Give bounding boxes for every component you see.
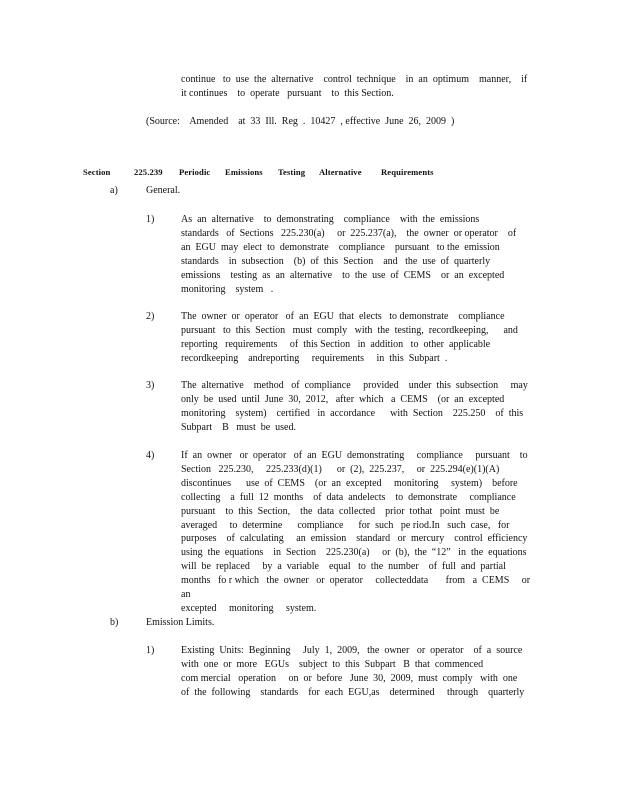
source-note: (Source: Amended at 33 Ill. Reg . 10427 , effective June 26, 2009 ) — [146, 116, 455, 127]
section-number: 225.239 — [134, 167, 163, 177]
item-number: 4) — [146, 450, 155, 461]
item-number: 3) — [146, 380, 155, 391]
continuation-paragraph: continue to use the alternative control technique in an optimum manner, if it continues to operate pursuant to this Section. — [181, 74, 528, 99]
section-title-word: Requirements — [381, 167, 434, 177]
section-title-word: Alternative — [319, 167, 362, 177]
item-number: 2) — [146, 311, 155, 322]
item-number: 1) — [146, 214, 155, 225]
section-title-word: Testing — [278, 167, 306, 177]
section-label: Section — [83, 167, 111, 177]
item-text: Existing Units: Beginning July 1, 2009, the owner or operator of a source with one or more EGUs subject to this Subpart B that commenced com mercial operation on or before June 30, 2009, must comply with one of the following standards for each EGU,as determined through quarterly — [181, 645, 525, 698]
section-heading — [74, 157, 434, 187]
subsection-b-title: Emission Limits. — [146, 617, 215, 628]
item-text: As an alternative to demonstrating compliance with the emissions standards of Sections 225.230(a) or 225.237(a), the owner or operator of an EGU may elect to demonstrate compliance pursuant to the emission standards in subsection (b) of this Section and the use of quarterly emissions testing as an alternative to the use of CEMS or an excepted monitoring system . — [181, 214, 517, 295]
section-title-word: Emissions — [225, 167, 263, 177]
item-text: The alternative method of compliance provided under this subsection may only be used until June 30, 2012, after which a CEMS (or an excepted monitoring system) certified in accordance with Section 225.250 of this Subpart B must be used. — [181, 380, 528, 433]
item-text: If an owner or operator of an EGU demonstrating compliance pursuant to Section 225.230, 225.233(d)(1) or (2), 225.237, or 225.294(e)(1)(A) discontinues use of CEMS (or an excepted monitoring system) before collecting a full 12 months of data andelects to demonstrate compliance pursuant to this Section, the data collected prior tothat point must be averaged to determine compliance for such pe riod.In such case, for purposes of calculating an emission standard or mercury control efficiency using the equations in Section 225.230(a) or (b), the “12” in the equations will be replaced by a variable equal to the number of full and partial months fo r which the owner or operator collecteddata from a CEMS or an excepted monitoring system. — [181, 450, 531, 614]
subsection-a-label: a) — [110, 185, 118, 196]
section-title-word: Periodic — [179, 167, 211, 177]
item-text: The owner or operator of an EGU that elects to demonstrate compliance pursuant to this Section must comply with the testing, recordkeeping, and reporting requirements of this Section in addition to other applicable recordkeeping andreporting requirements in this Subpart . — [181, 311, 518, 364]
subsection-b-label: b) — [110, 617, 119, 628]
item-number: 1) — [146, 645, 155, 656]
subsection-a-title: General. — [146, 185, 181, 196]
